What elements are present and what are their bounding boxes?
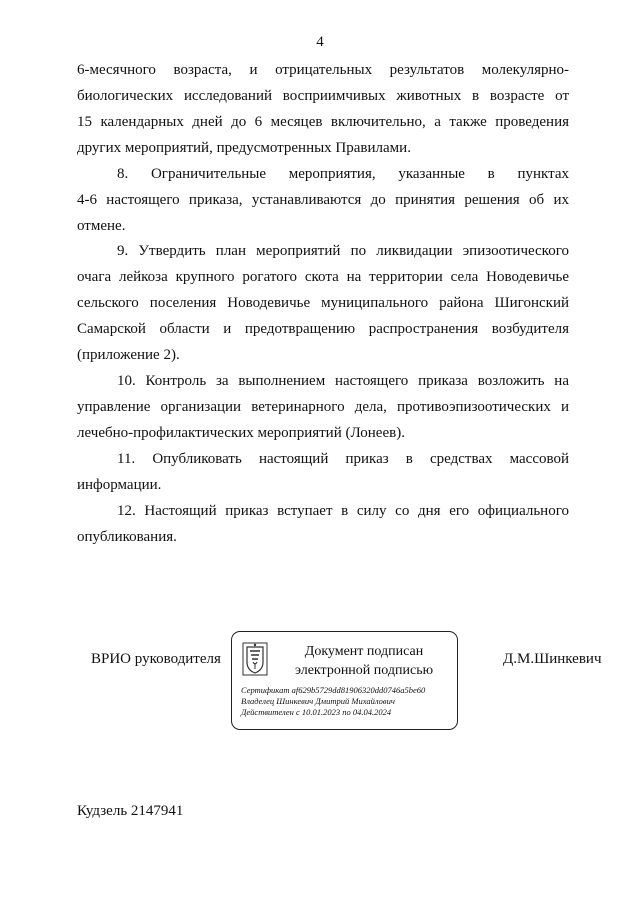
text-line: отмене. [77, 218, 126, 234]
text-line: 6-месячного возраста, и отрицательных результатов молекулярно- [77, 62, 569, 78]
text-line: 11. Опубликовать настоящий приказ в средствах массовой [117, 451, 569, 467]
paragraph-item-12 [77, 498, 569, 550]
text-line: 8. Ограничительные мероприятия, указанные в пунктах [117, 166, 569, 182]
text-line: биологических исследований восприимчивых животных в возрасте от [77, 88, 569, 104]
stamp-owner: Владелец Шинкевич Дмитрий Михайлович [241, 696, 395, 706]
text-line: сельского поселения Новодевичье муниципального района Шигонский [77, 295, 569, 311]
text-line: очага лейкоза крупного рогатого скота на территории села Новодевичье [77, 269, 569, 285]
text-line: Самарской области и предотвращению распространения возбудителя [77, 321, 569, 337]
text-line: управление организации ветеринарного дела, противоэпизоотических и [77, 399, 569, 415]
paragraph-item-9 [77, 238, 569, 368]
text-line: 12. Настоящий приказ вступает в силу со дня его официального [117, 503, 569, 519]
text-line: других мероприятий, предусмотренных Правилами. [77, 140, 411, 156]
paragraph-item-8 [77, 161, 569, 239]
paragraph-item-10 [77, 368, 569, 446]
signatory-name: Д.М.Шинкевич [503, 651, 602, 667]
text-line: опубликования. [77, 529, 177, 545]
paragraph-item-11 [77, 446, 569, 498]
text-line: 15 календарных дней до 6 месяцев включительно, а также проведения [77, 114, 569, 130]
electronic-signature-stamp [231, 631, 458, 730]
stamp-certificate: Сертификат af629b5729dd81906320dd0746a5be60 [241, 685, 426, 695]
text-line: 10. Контроль за выполнением настоящего приказа возложить на [117, 373, 569, 389]
stamp-validity: Действителен с 10.01.2023 по 04.04.2024 [241, 707, 392, 717]
executor-contact: Кудзель 2147941 [77, 803, 184, 819]
text-line: лечебно-профилактических мероприятий (Лонеев). [77, 425, 405, 441]
signatory-position: ВРИО руководителя [91, 651, 221, 667]
text-line: информации. [77, 477, 162, 493]
text-line: 4-6 настоящего приказа, устанавливаются до принятия решения об их [77, 192, 569, 208]
page-number: 4 [316, 34, 324, 50]
paragraph-continuation [77, 57, 569, 161]
coat-of-arms-icon [242, 642, 268, 676]
text-line: (приложение 2). [77, 347, 180, 363]
stamp-title-line-1: Документ подписан [304, 644, 424, 659]
text-line: 9. Утвердить план мероприятий по ликвидации эпизоотического [117, 243, 569, 259]
stamp-title-line-2: электронной подписью [294, 663, 434, 678]
